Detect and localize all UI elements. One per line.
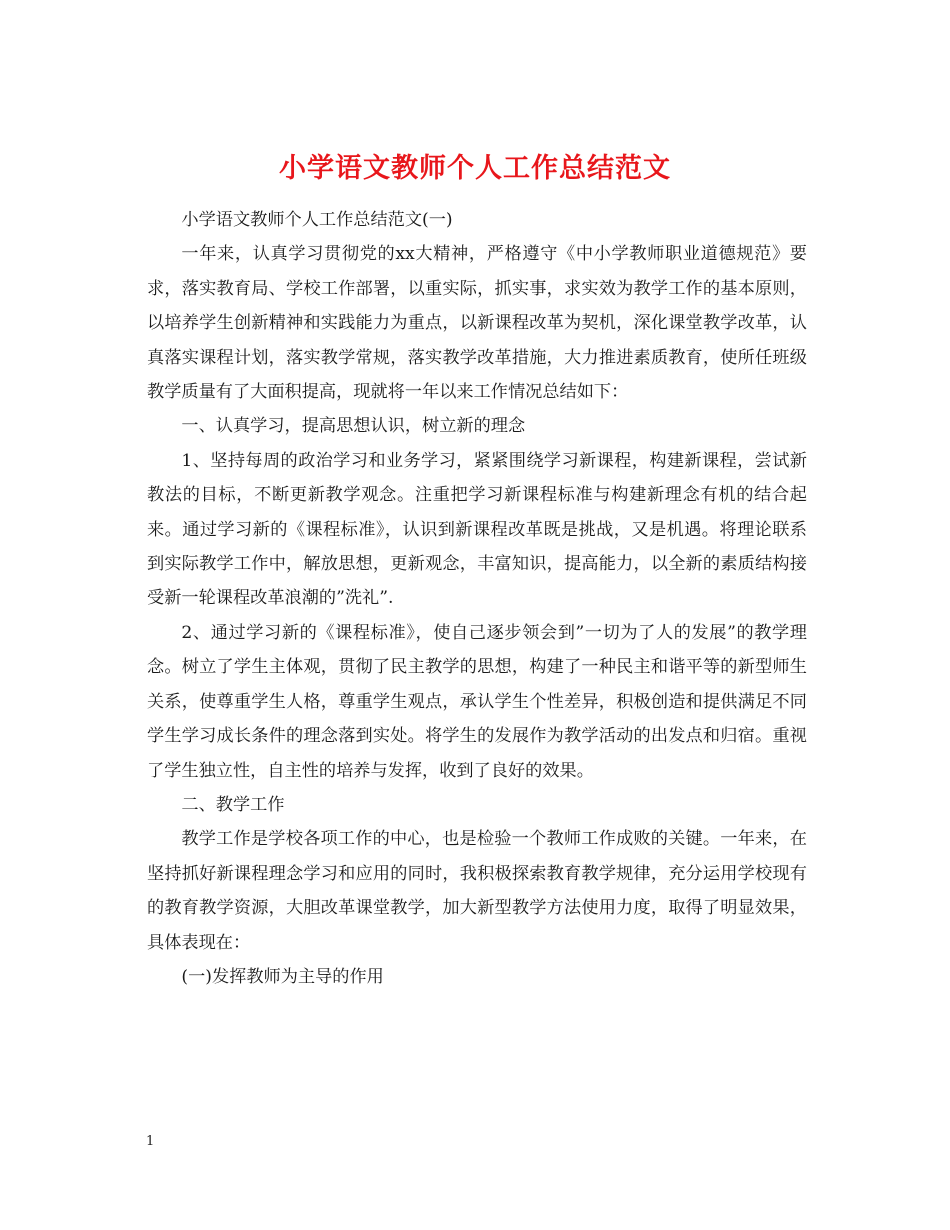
document-body xyxy=(147,203,807,994)
page-number: 1 xyxy=(146,1134,155,1149)
point-1-paragraph: 1、坚持每周的政治学习和业务学习，紧紧围绕学习新课程，构建新课程，尝试新教法的目标，不断更新教学观念。注重把学习新课程标准与构建新理念有机的结合起来。通过学习新的《课程标准》，认识到新课程改革既是挑战，又是机遇。将理论联系到实际教学工作中，解放思想，更新观念，丰富知识，提高能力，以全新的素质结构接受新一轮课程改革浪潮的”洗礼”. xyxy=(147,450,807,609)
teaching-work-paragraph: 教学工作是学校各项工作的中心，也是检验一个教师工作成败的关键。一年来，在坚持抓好新课程理念学习和应用的同时，我积极探索教育教学规律，充分运用学校现有的教育教学资源，大胆改革课堂教学，加大新型教学方法使用力度，取得了明显效果，具体表现在： xyxy=(147,829,807,953)
section-heading-2: 二、教学工作 xyxy=(181,794,285,815)
page-title: 小学语文教师个人工作总结范文 xyxy=(279,153,671,185)
subsection-heading-1: (一)发挥教师为主导的作用 xyxy=(181,966,384,987)
subtitle-paragraph: 小学语文教师个人工作总结范文(一) xyxy=(181,210,453,230)
intro-paragraph: 一年来，认真学习贯彻党的xx大精神，严格遵守《中小学教师职业道德规范》要求，落实教育局、学校工作部署，以重实际，抓实事，求实效为教学工作的基本原则，以培养学生创新精神和实践能力为重点，以新课程改革为契机，深化课堂教学改革，认真落实课程计划，落实教学常规，落实教学改革措施，大力推进素质教育，使所任班级教学质量有了大面积提高，现就将一年以来工作情况总结如下： xyxy=(147,244,807,403)
section-heading-1: 一、认真学习，提高思想认识，树立新的理念 xyxy=(181,416,526,437)
point-2-paragraph: 2、通过学习新的《课程标准》，使自己逐步领会到”一切为了人的发展”的教学理念。树立了学生主体观，贯彻了民主教学的思想，构建了一种民主和谐平等的新型师生关系，使尊重学生人格，尊重学生观点，承认学生个性差异，积极创造和提供满足不同学生学习成长条件的理念落到实处。将学生的发展作为教学活动的出发点和归宿。重视了学生独立性，自主性的培养与发挥，收到了良好的效果。 xyxy=(147,622,807,781)
